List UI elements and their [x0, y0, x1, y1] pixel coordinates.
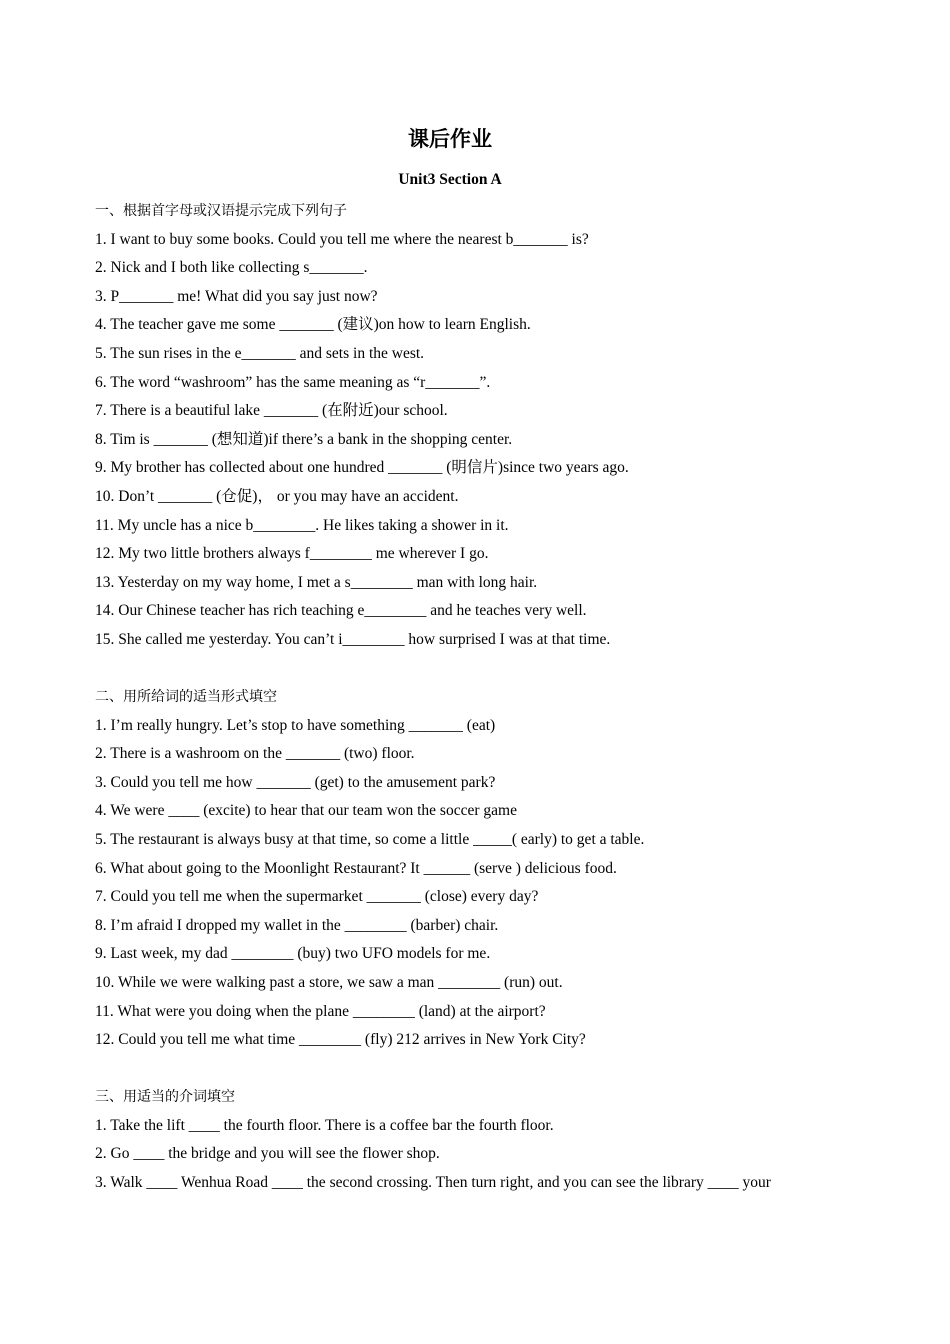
question-line: 10. Don’t _______ (仓促)， or you may have an accident.: [95, 487, 459, 505]
question-line: 12. Could you tell me what time ________ (fly) 212 arrives in New York City?: [95, 1031, 586, 1049]
page-subtitle: Unit3 Section A: [398, 171, 502, 188]
question-line: 14. Our Chinese teacher has rich teaching e________ and he teaches very well.: [95, 602, 587, 620]
question-line: 7. There is a beautiful lake _______ (在附近)our school.: [95, 402, 448, 420]
question-line: 5. The restaurant is always busy at that time, so come a little _____( early) to get a table.: [95, 830, 645, 848]
question-line: 13. Yesterday on my way home, I met a s________ man with long hair.: [95, 573, 538, 591]
question-line: 2. Go ____ the bridge and you will see the flower shop.: [95, 1145, 440, 1163]
question-line: 8. I’m afraid I dropped my wallet in the ________ (barber) chair.: [95, 916, 499, 934]
question-line: 1. Take the lift ____ the fourth floor. There is a coffee bar the fourth floor.: [95, 1116, 554, 1134]
question-line: 5. The sun rises in the e_______ and sets in the west.: [95, 344, 425, 362]
question-line: 12. My two little brothers always f________ me wherever I go.: [95, 545, 489, 563]
question-line: 1. I’m really hungry. Let’s stop to have something _______ (eat): [95, 716, 496, 734]
question-line: 4. The teacher gave me some _______ (建议)on how to learn English.: [95, 316, 531, 334]
question-line: 4. We were ____ (excite) to hear that our team won the soccer game: [95, 802, 517, 820]
question-line: 3. P_______ me! What did you say just now?: [95, 287, 378, 305]
question-line: 7. Could you tell me when the supermarket _______ (close) every day?: [95, 888, 539, 906]
question-line: 3. Could you tell me how _______ (get) to the amusement park?: [95, 773, 496, 791]
question-line: 2. There is a washroom on the _______ (two) floor.: [95, 745, 415, 763]
section-1: [95, 197, 855, 655]
question-line: 10. While we were walking past a store, we saw a man ________ (run) out.: [95, 973, 563, 991]
question-line: 1. I want to buy some books. Could you tell me where the nearest b_______ is?: [95, 230, 589, 248]
section-2: [95, 683, 855, 1055]
question-line: 3. Walk ____ Wenhua Road ____ the second crossing. Then turn right, and you can see the library ____ your: [95, 1173, 771, 1191]
page-title: 课后作业: [408, 127, 492, 151]
question-line: 11. What were you doing when the plane ________ (land) at the airport?: [95, 1002, 546, 1020]
question-line: 2. Nick and I both like collecting s_______.: [95, 259, 368, 277]
section-3: [95, 1083, 855, 1197]
question-line: 11. My uncle has a nice b________. He likes taking a shower in it.: [95, 516, 509, 534]
question-line: 9. Last week, my dad ________ (buy) two UFO models for me.: [95, 945, 491, 963]
question-line: 15. She called me yesterday. You can’t i________ how surprised I was at that time.: [95, 630, 611, 648]
section-heading: 二、用所给词的适当形式填空: [95, 689, 277, 705]
section-heading: 一、根据首字母或汉语提示完成下列句子: [95, 203, 347, 219]
question-line: 9. My brother has collected about one hundred _______ (明信片)since two years ago.: [95, 459, 629, 477]
question-line: 6. The word “washroom” has the same meaning as “r_______”.: [95, 373, 491, 391]
question-line: 6. What about going to the Moonlight Restaurant? It ______ (serve ) delicious food.: [95, 859, 617, 877]
section-heading: 三、用适当的介词填空: [95, 1089, 235, 1105]
question-line: 8. Tim is _______ (想知道)if there’s a bank in the shopping center.: [95, 430, 513, 448]
